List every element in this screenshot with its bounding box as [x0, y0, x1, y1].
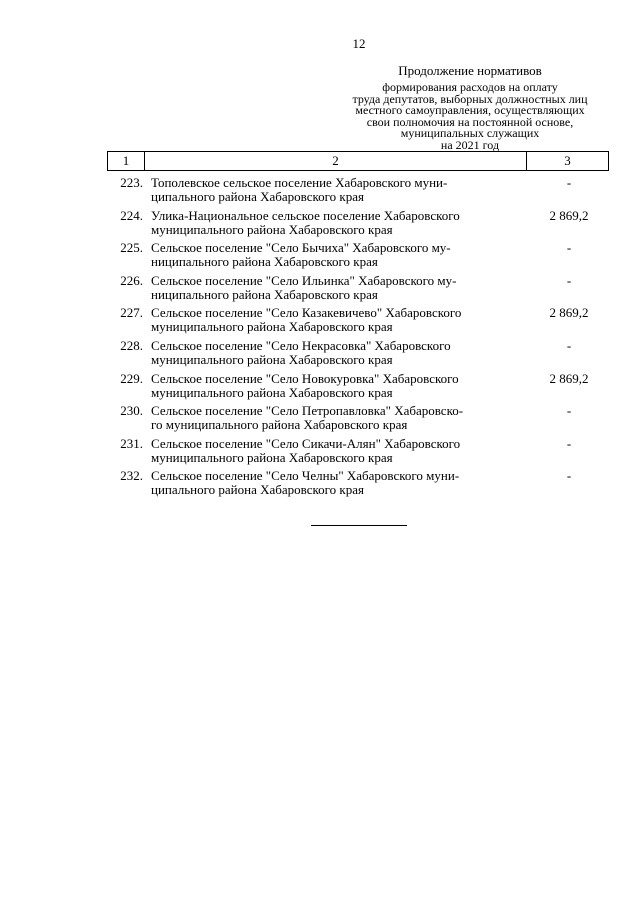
table-row: [107, 404, 609, 437]
row-value: -: [566, 435, 572, 451]
row-name: [151, 437, 521, 470]
table-body: [107, 176, 609, 502]
row-number: 229.: [120, 370, 143, 386]
row-name-line: Сельское поселение "Село Петропавловка" Хабаровско-: [151, 403, 464, 419]
row-value: -: [566, 403, 572, 419]
row-name: [151, 469, 521, 502]
row-number: 232.: [120, 468, 143, 484]
row-name-line: муниципального района Хабаровского края: [151, 351, 393, 367]
row-name-line: ципального района Хабаровского края: [151, 482, 364, 498]
row-name-line: ципального района Хабаровского края: [151, 189, 364, 204]
row-name: [151, 209, 521, 242]
row-name: [151, 404, 521, 437]
table-row: [107, 437, 609, 470]
row-number: 225.: [120, 240, 143, 256]
row-name: [151, 306, 521, 339]
row-name-line: ниципального района Хабаровского края: [151, 254, 378, 270]
column-header-value: 3: [564, 153, 571, 168]
row-number: 226.: [120, 272, 143, 288]
row-name: [151, 176, 521, 209]
table-row: [107, 176, 609, 209]
row-name: [151, 241, 521, 274]
row-value: 2 869,2: [549, 370, 589, 386]
row-name-line: ниципального района Хабаровского края: [151, 286, 378, 302]
column-header-number: 1: [108, 152, 145, 170]
row-name-line: Сельское поселение "Село Некрасовка" Хабаровского: [151, 337, 451, 353]
heading-line: формирования расходов на оплату: [382, 80, 558, 94]
row-value: 2 869,2: [549, 305, 589, 321]
row-value: 2 869,2: [549, 207, 589, 223]
continuation-heading: [338, 64, 602, 152]
table-row: [107, 209, 609, 242]
row-number: 231.: [120, 435, 143, 451]
row-number: 228.: [120, 337, 143, 353]
heading-line: муниципальных служащих: [400, 126, 540, 141]
page-number: 12: [352, 36, 366, 51]
row-value: -: [566, 240, 572, 256]
row-name: [151, 339, 521, 372]
heading-title: Продолжение нормативов: [398, 63, 542, 78]
row-name-line: муниципального района Хабаровского края: [151, 221, 393, 237]
row-value: -: [566, 468, 572, 484]
row-name-line: Сельское поселение "Село Казакевичево" Хабаровского: [151, 305, 462, 321]
table-row: [107, 306, 609, 339]
row-number: 223.: [120, 175, 143, 190]
row-name-line: Тополевское сельское поселение Хабаровского муни-: [151, 175, 448, 190]
row-value: -: [566, 175, 572, 190]
row-name-line: Сельское поселение "Село Бычиха" Хабаровского му-: [151, 240, 451, 256]
row-number: 230.: [120, 403, 143, 419]
row-value: -: [566, 337, 572, 353]
row-name-line: Сельское поселение "Село Сикачи-Алян" Хабаровского: [151, 435, 461, 451]
table-row: [107, 469, 609, 502]
row-name-line: Сельское поселение "Село Новокуровка" Хабаровского: [151, 370, 459, 386]
row-name: [151, 372, 521, 405]
table-row: [107, 274, 609, 307]
row-name-line: го муниципального района Хабаровского края: [151, 417, 408, 433]
row-number: 224.: [120, 207, 143, 223]
heading-line: свои полномочия на постоянной основе,: [366, 114, 574, 129]
row-name-line: муниципального района Хабаровского края: [151, 319, 393, 335]
heading-line: на 2021 год: [440, 137, 500, 152]
row-name-line: Сельское поселение "Село Челны" Хабаровского муни-: [151, 468, 460, 484]
heading-subtitle: [338, 82, 602, 152]
row-number: 227.: [120, 305, 143, 321]
row-name-line: муниципального района Хабаровского края: [151, 384, 393, 400]
row-name-line: Сельское поселение "Село Ильинка" Хабаровского му-: [151, 272, 457, 288]
row-name-line: муниципального района Хабаровского края: [151, 449, 393, 465]
table-row: [107, 339, 609, 372]
row-value: -: [566, 272, 572, 288]
table-row: [107, 241, 609, 274]
row-name: [151, 274, 521, 307]
closing-divider: [311, 525, 407, 526]
column-header-name: 2: [145, 152, 527, 170]
table-row: [107, 372, 609, 405]
row-name-line: Улика-Национальное сельское поселение Хабаровского: [151, 207, 460, 223]
heading-line: труда депутатов, выборных должностных лиц: [352, 91, 588, 106]
heading-line: местного самоуправления, осуществляющих: [355, 103, 585, 118]
table-header: [107, 151, 609, 171]
